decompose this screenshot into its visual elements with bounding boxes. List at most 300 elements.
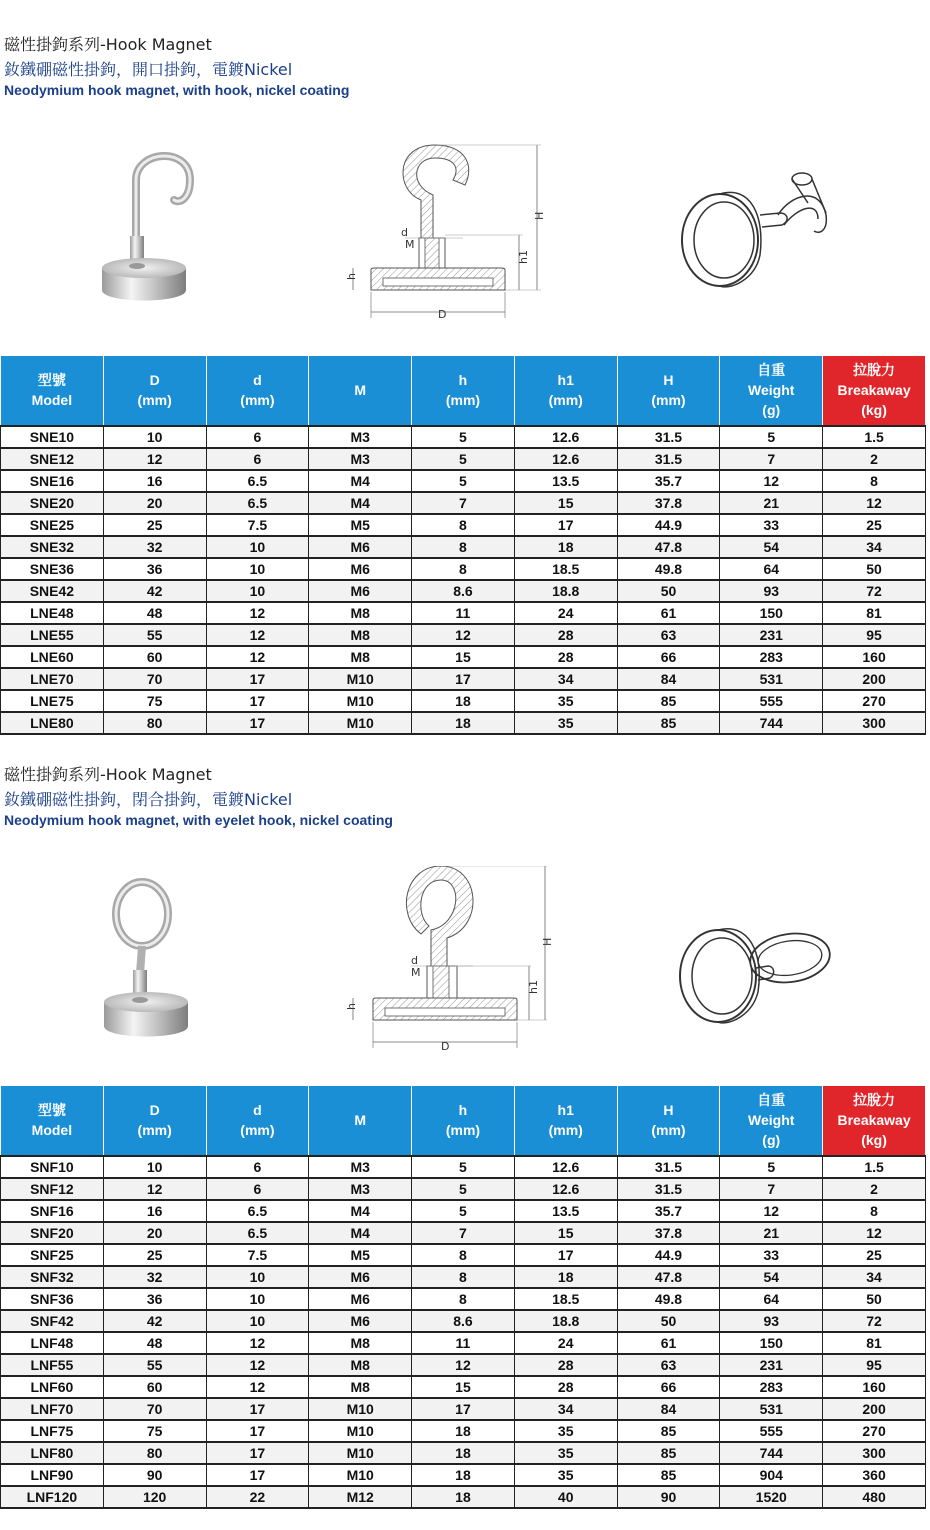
table-cell: 8 (823, 470, 926, 492)
table-cell: 35.7 (617, 1200, 720, 1222)
table-cell: 6 (206, 1178, 309, 1200)
table-cell: M8 (309, 1376, 412, 1398)
table-row (1, 1354, 926, 1376)
table-cell: M5 (309, 1244, 412, 1266)
col-header-breakaway: 拉脫力 Breakaway (kg) (823, 356, 926, 426)
table-cell: 12 (206, 602, 309, 624)
table-cell: 36 (103, 558, 206, 580)
table-cell: SNF42 (1, 1310, 104, 1332)
col-header-D: D (mm) (103, 1086, 206, 1156)
table-cell: 6.5 (206, 1200, 309, 1222)
table-cell: 16 (103, 470, 206, 492)
table-cell: 200 (823, 668, 926, 690)
table-cell: M8 (309, 602, 412, 624)
section-open-hook (0, 0, 930, 738)
table-cell: 18 (412, 690, 515, 712)
table-cell: M6 (309, 1266, 412, 1288)
table-cell: SNE32 (1, 536, 104, 558)
table-cell: 531 (720, 1398, 823, 1420)
table-cell: 12 (103, 1178, 206, 1200)
table-cell: 10 (103, 1156, 206, 1178)
table-cell: 84 (617, 1398, 720, 1420)
table-cell: 55 (103, 1354, 206, 1376)
table-cell: 44.9 (617, 1244, 720, 1266)
table-cell: LNE70 (1, 668, 104, 690)
dim-label-h1: h1 (517, 250, 530, 264)
section-subtitle-zh: 釹鐵硼磁性掛鉤，開口掛鉤，電鍍Nickel (4, 60, 293, 79)
table-cell: 10 (103, 426, 206, 448)
table-cell: 1.5 (823, 426, 926, 448)
table-cell: 231 (720, 1354, 823, 1376)
table-row (1, 1486, 926, 1508)
table-cell: SNF20 (1, 1222, 104, 1244)
table-cell: 17 (206, 690, 309, 712)
table-cell: 5 (412, 470, 515, 492)
table-cell: 480 (823, 1486, 926, 1508)
table-cell: M3 (309, 1178, 412, 1200)
table-cell: 66 (617, 646, 720, 668)
table-cell: 8 (823, 1200, 926, 1222)
dim-label-d: d (411, 954, 418, 967)
table-cell: 150 (720, 1332, 823, 1354)
table-cell: 12 (412, 1354, 515, 1376)
table-cell: 6.5 (206, 492, 309, 514)
table-cell: 72 (823, 1310, 926, 1332)
dim-label-h: h (345, 1003, 358, 1010)
dim-label-D: D (438, 308, 447, 321)
table-cell: LNE55 (1, 624, 104, 646)
table-cell: 75 (103, 1420, 206, 1442)
table-cell: 160 (823, 1376, 926, 1398)
table-cell: 35 (514, 690, 617, 712)
table-cell: 10 (206, 1310, 309, 1332)
table-cell: 5 (412, 448, 515, 470)
table-cell: 95 (823, 624, 926, 646)
table-cell: 75 (103, 690, 206, 712)
table-cell: 1.5 (823, 1156, 926, 1178)
table-cell: 17 (206, 1442, 309, 1464)
table-cell: 40 (514, 1486, 617, 1508)
table-row (1, 1310, 926, 1332)
table-cell: 31.5 (617, 1156, 720, 1178)
table-cell: 28 (514, 624, 617, 646)
table-cell: 42 (103, 1310, 206, 1332)
table-cell: 6 (206, 1156, 309, 1178)
col-header-h: h (mm) (412, 1086, 515, 1156)
table-cell: LNF60 (1, 1376, 104, 1398)
table-cell: 60 (103, 646, 206, 668)
table-cell: 63 (617, 1354, 720, 1376)
table-cell: 17 (206, 1420, 309, 1442)
table-cell: 283 (720, 1376, 823, 1398)
product-photo-open-hook (90, 140, 210, 310)
table-cell: 8.6 (412, 1310, 515, 1332)
table-cell: 35 (514, 1464, 617, 1486)
table-cell: 90 (617, 1486, 720, 1508)
table-cell: SNF25 (1, 1244, 104, 1266)
table-cell: M10 (309, 712, 412, 734)
table-cell: 20 (103, 492, 206, 514)
table-cell: SNF32 (1, 1266, 104, 1288)
table-cell: 10 (206, 1288, 309, 1310)
table-row (1, 690, 926, 712)
table-cell: 54 (720, 536, 823, 558)
table-cell: M8 (309, 1354, 412, 1376)
table-cell: M6 (309, 1288, 412, 1310)
table-cell: 8 (412, 1266, 515, 1288)
table-cell: 8 (412, 536, 515, 558)
table-cell: 7 (720, 448, 823, 470)
table-cell: 270 (823, 690, 926, 712)
table-cell: 36 (103, 1288, 206, 1310)
table-cell: 2 (823, 1178, 926, 1200)
dim-label-M: M (405, 238, 415, 251)
table-row (1, 1222, 926, 1244)
table-cell: M4 (309, 1222, 412, 1244)
table-cell: 270 (823, 1420, 926, 1442)
table-cell: 2 (823, 448, 926, 470)
table-cell: 200 (823, 1398, 926, 1420)
sketch-eyelet-hook-3d (672, 898, 852, 1038)
table-cell: SNE25 (1, 514, 104, 536)
section-subtitle-zh: 釹鐵硼磁性掛鉤，閉合掛鉤，電鍍Nickel (4, 790, 293, 809)
table-row (1, 624, 926, 646)
table-cell: 6 (206, 426, 309, 448)
table-cell: LNE80 (1, 712, 104, 734)
table-row (1, 1178, 926, 1200)
table-cell: 85 (617, 690, 720, 712)
table-cell: 18 (514, 536, 617, 558)
table-cell: 70 (103, 668, 206, 690)
table-cell: 80 (103, 712, 206, 734)
table-cell: M8 (309, 624, 412, 646)
table-cell: 7.5 (206, 1244, 309, 1266)
col-header-H: H (mm) (617, 1086, 720, 1156)
table-cell: 12 (206, 1354, 309, 1376)
table-cell: 8 (412, 514, 515, 536)
table-cell: LNF55 (1, 1354, 104, 1376)
table-cell: 32 (103, 536, 206, 558)
table-cell: 18 (514, 1266, 617, 1288)
col-header-breakaway: 拉脫力 Breakaway (kg) (823, 1086, 926, 1156)
col-header-d: d (mm) (206, 1086, 309, 1156)
table-cell: 61 (617, 602, 720, 624)
table-cell: 48 (103, 602, 206, 624)
table-cell: M3 (309, 1156, 412, 1178)
table-cell: M10 (309, 1398, 412, 1420)
table-row (1, 1244, 926, 1266)
table-cell: 5 (412, 1156, 515, 1178)
table-row (1, 1156, 926, 1178)
table-cell: 744 (720, 1442, 823, 1464)
table-cell: 5 (412, 426, 515, 448)
table-cell: LNF70 (1, 1398, 104, 1420)
table-cell: 12 (103, 448, 206, 470)
table-cell: 300 (823, 712, 926, 734)
col-header-model: 型號 Model (1, 356, 104, 426)
table-cell: 47.8 (617, 536, 720, 558)
technical-drawing-eyelet-hook (335, 866, 555, 1056)
table-cell: LNF80 (1, 1442, 104, 1464)
table-cell: 32 (103, 1266, 206, 1288)
dim-label-h1: h1 (527, 980, 540, 994)
dim-label-M: M (411, 966, 421, 979)
table-row (1, 1266, 926, 1288)
table-cell: 17 (206, 1464, 309, 1486)
table-cell: M6 (309, 536, 412, 558)
table-cell: 35.7 (617, 470, 720, 492)
table-cell: 25 (103, 514, 206, 536)
table-cell: 28 (514, 1354, 617, 1376)
table-cell: M12 (309, 1486, 412, 1508)
table-cell: 64 (720, 1288, 823, 1310)
table-body (1, 426, 926, 734)
table-cell: 10 (206, 580, 309, 602)
table-row (1, 426, 926, 448)
table-cell: 34 (823, 1266, 926, 1288)
table-cell: 15 (514, 492, 617, 514)
table-cell: 10 (206, 536, 309, 558)
table-cell: 10 (206, 558, 309, 580)
table-body (1, 1156, 926, 1508)
table-cell: 11 (412, 602, 515, 624)
table-cell: 37.8 (617, 492, 720, 514)
table-cell: 55 (103, 624, 206, 646)
table-cell: 17 (206, 712, 309, 734)
table-cell: M6 (309, 580, 412, 602)
table-cell: LNF48 (1, 1332, 104, 1354)
table-cell: 16 (103, 1200, 206, 1222)
table-row (1, 1398, 926, 1420)
table-cell: M10 (309, 668, 412, 690)
table-cell: 50 (823, 1288, 926, 1310)
table-cell: 50 (617, 580, 720, 602)
table-cell: 84 (617, 668, 720, 690)
table-row (1, 470, 926, 492)
table-cell: 17 (514, 1244, 617, 1266)
section-title-zh: 磁性掛鉤系列-Hook Magnet (4, 765, 212, 784)
table-cell: 85 (617, 712, 720, 734)
table-cell: 360 (823, 1464, 926, 1486)
table-cell: 13.5 (514, 1200, 617, 1222)
table-cell: 11 (412, 1332, 515, 1354)
table-cell: 17 (206, 668, 309, 690)
table-cell: 6 (206, 448, 309, 470)
col-header-d: d (mm) (206, 356, 309, 426)
col-header-M: M (309, 1086, 412, 1156)
table-cell: 7.5 (206, 514, 309, 536)
dim-label-H: H (541, 937, 554, 946)
table-cell: SNF12 (1, 1178, 104, 1200)
table-cell: 300 (823, 1442, 926, 1464)
col-header-M: M (309, 356, 412, 426)
table-cell: LNE75 (1, 690, 104, 712)
table-cell: 93 (720, 580, 823, 602)
table-cell: 47.8 (617, 1266, 720, 1288)
table-cell: 54 (720, 1266, 823, 1288)
table-cell: 44.9 (617, 514, 720, 536)
dim-label-H: H (533, 211, 546, 220)
table-cell: 18 (412, 1486, 515, 1508)
table-cell: M5 (309, 514, 412, 536)
table-cell: M10 (309, 1420, 412, 1442)
table-cell: 25 (823, 1244, 926, 1266)
table-cell: 7 (412, 492, 515, 514)
section-subtitle-en: Neodymium hook magnet, with hook, nickel coating (4, 82, 350, 98)
table-row (1, 558, 926, 580)
table-cell: 5 (720, 426, 823, 448)
table-cell: M6 (309, 1310, 412, 1332)
table-cell: M10 (309, 1442, 412, 1464)
table-cell: 42 (103, 580, 206, 602)
table-cell: SNE10 (1, 426, 104, 448)
table-cell: 8.6 (412, 580, 515, 602)
technical-drawing-open-hook (335, 140, 555, 325)
table-cell: 18.8 (514, 1310, 617, 1332)
table-cell: 50 (823, 558, 926, 580)
table-row (1, 1332, 926, 1354)
table-cell: 555 (720, 690, 823, 712)
table-cell: 80 (103, 1442, 206, 1464)
table-cell: LNE60 (1, 646, 104, 668)
table-cell: 15 (412, 1376, 515, 1398)
table-cell: 12.6 (514, 1178, 617, 1200)
table-cell: 28 (514, 1376, 617, 1398)
table-cell: 5 (412, 1178, 515, 1200)
table-cell: 18 (412, 1442, 515, 1464)
table-cell: 35 (514, 712, 617, 734)
table-cell: LNE48 (1, 602, 104, 624)
table-cell: 20 (103, 1222, 206, 1244)
table-cell: 12 (823, 492, 926, 514)
table-cell: 50 (617, 1310, 720, 1332)
table-cell: SNE20 (1, 492, 104, 514)
table-row (1, 1442, 926, 1464)
table-cell: 31.5 (617, 1178, 720, 1200)
table-cell: 48 (103, 1332, 206, 1354)
table-cell: 12.6 (514, 448, 617, 470)
table-cell: M8 (309, 1332, 412, 1354)
table-cell: SNE42 (1, 580, 104, 602)
table-cell: 18 (412, 1420, 515, 1442)
table-cell: 28 (514, 646, 617, 668)
table-cell: M4 (309, 1200, 412, 1222)
col-header-h1: h1 (mm) (514, 356, 617, 426)
table-cell: 35 (514, 1442, 617, 1464)
table-row (1, 1288, 926, 1310)
product-photo-eyelet-hook (90, 866, 210, 1046)
table-cell: M3 (309, 448, 412, 470)
table-cell: SNF10 (1, 1156, 104, 1178)
table-cell: 33 (720, 1244, 823, 1266)
dim-label-D: D (441, 1040, 450, 1053)
table-cell: 744 (720, 712, 823, 734)
table-cell: 25 (103, 1244, 206, 1266)
table-cell: M8 (309, 646, 412, 668)
table-cell: 120 (103, 1486, 206, 1508)
sketch-open-hook-3d (670, 155, 850, 295)
table-row (1, 646, 926, 668)
table-cell: 60 (103, 1376, 206, 1398)
table-cell: 12 (412, 624, 515, 646)
table-cell: 5 (720, 1156, 823, 1178)
table-cell: 95 (823, 1354, 926, 1376)
table-cell: 85 (617, 1464, 720, 1486)
col-header-H: H (mm) (617, 356, 720, 426)
table-row (1, 1376, 926, 1398)
table-cell: 12 (720, 470, 823, 492)
table-row (1, 492, 926, 514)
table-row (1, 1200, 926, 1222)
table-cell: 6.5 (206, 1222, 309, 1244)
table-cell: 37.8 (617, 1222, 720, 1244)
table-cell: 31.5 (617, 426, 720, 448)
table-cell: M4 (309, 492, 412, 514)
table-cell: 6.5 (206, 470, 309, 492)
table-cell: 22 (206, 1486, 309, 1508)
table-cell: 31.5 (617, 448, 720, 470)
table-cell: 15 (514, 1222, 617, 1244)
table-cell: 24 (514, 1332, 617, 1354)
table-cell: 66 (617, 1376, 720, 1398)
col-header-weight: 自重 Weight (g) (720, 356, 823, 426)
table-cell: M6 (309, 558, 412, 580)
product-figures (0, 130, 930, 340)
table-cell: 12 (206, 624, 309, 646)
table-row (1, 1464, 926, 1486)
table-cell: 72 (823, 580, 926, 602)
table-cell: 8 (412, 1288, 515, 1310)
table-row (1, 602, 926, 624)
table-cell: 7 (412, 1222, 515, 1244)
table-cell: 8 (412, 1244, 515, 1266)
table-cell: 49.8 (617, 1288, 720, 1310)
table-cell: 34 (514, 668, 617, 690)
table-cell: 8 (412, 558, 515, 580)
spec-table-open-hook (0, 355, 926, 735)
table-cell: 15 (412, 646, 515, 668)
table-cell: 10 (206, 1266, 309, 1288)
table-cell: 12.6 (514, 426, 617, 448)
table-cell: M10 (309, 690, 412, 712)
table-cell: M4 (309, 470, 412, 492)
table-cell: 283 (720, 646, 823, 668)
table-cell: 12.6 (514, 1156, 617, 1178)
table-row (1, 668, 926, 690)
spec-table-eyelet-hook (0, 1085, 926, 1509)
table-cell: 12 (206, 1376, 309, 1398)
table-cell: LNF75 (1, 1420, 104, 1442)
table-cell: 81 (823, 602, 926, 624)
col-header-weight: 自重 Weight (g) (720, 1086, 823, 1156)
product-figures (0, 858, 930, 1068)
table-cell: 12 (206, 646, 309, 668)
table-cell: SNE16 (1, 470, 104, 492)
dim-label-d: d (401, 226, 408, 239)
table-cell: 85 (617, 1420, 720, 1442)
table-row (1, 448, 926, 470)
table-cell: SNE12 (1, 448, 104, 470)
table-cell: 49.8 (617, 558, 720, 580)
table-cell: 33 (720, 514, 823, 536)
table-cell: 12 (720, 1200, 823, 1222)
table-cell: 12 (823, 1222, 926, 1244)
table-cell: SNE36 (1, 558, 104, 580)
table-cell: LNF120 (1, 1486, 104, 1508)
table-cell: 34 (514, 1398, 617, 1420)
table-cell: 25 (823, 514, 926, 536)
table-cell: 17 (412, 1398, 515, 1420)
